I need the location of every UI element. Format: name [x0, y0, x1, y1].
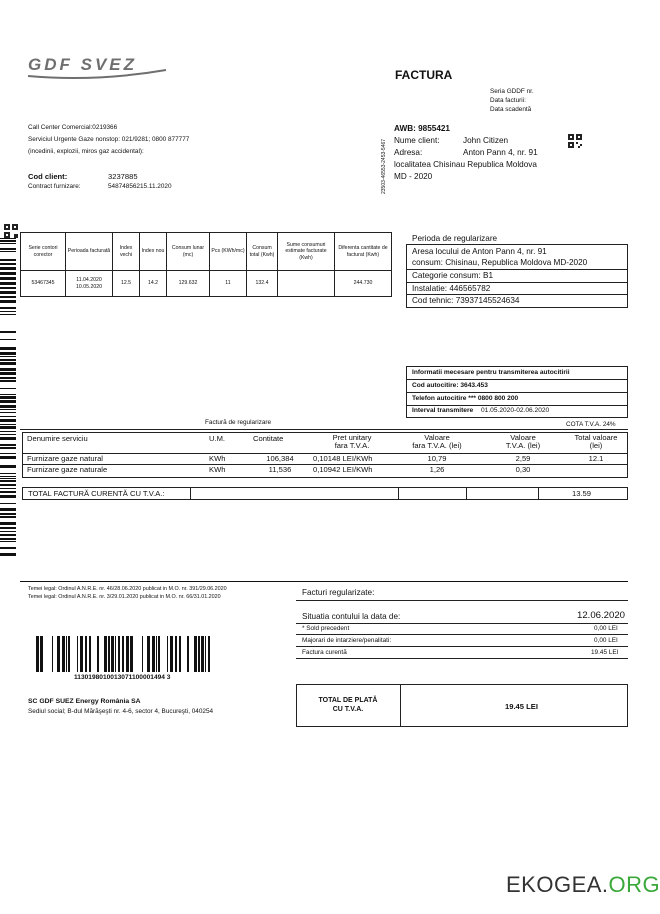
meter-header-cell: Index vechi — [113, 233, 140, 271]
meter-header-cell: Serie contori corector — [21, 233, 66, 271]
client-name-value: John Citizen — [463, 136, 509, 145]
sold-value: 0,00 LEI — [594, 625, 618, 632]
urgent-note: (incedinii, explozii, miros gaz accidental): — [28, 148, 144, 155]
penalty-value: 0,00 LEI — [594, 637, 618, 644]
regularization-category: Categorie consum: B1 — [412, 271, 494, 280]
invoice-cell: 1,26 — [429, 465, 445, 474]
autoreading-interval-value: 01.05.2020-02.06.2020 — [481, 407, 550, 414]
regularization-title: Perioda de regularizare — [412, 234, 498, 243]
address-line-3: MD - 2020 — [394, 172, 433, 181]
meter-header-cell: Sume consumuri estimate facturate (Kwh) — [278, 233, 335, 271]
awb-number: AWB: 9855421 — [394, 124, 450, 133]
address-line-2: localitatea Chisinau Republica Moldova — [394, 160, 537, 169]
client-code-value: 3237885 — [108, 172, 138, 181]
company-name: SC GDF SUEZ Energy România SA — [28, 698, 141, 705]
invoice-total-value: 13.59 — [572, 489, 592, 498]
invoice-cell: 10,79 — [427, 454, 447, 463]
invoice-cell: 0,30 — [515, 465, 531, 474]
due-label: Data scadentă — [490, 106, 532, 113]
watermark-part-1: EKOGEA. — [506, 872, 609, 897]
meter-cell: 14.2 — [140, 271, 167, 297]
invoice-cell — [566, 464, 626, 475]
watermark-part-2: ORG — [608, 872, 660, 897]
total-to-pay-label-2: CU T.V.A. — [332, 706, 364, 713]
invoice-title: FACTURA — [395, 68, 453, 82]
invoice-cell: Furnizare gaze natural — [27, 454, 103, 463]
call-center: Call Center Comercial:0219366 — [28, 124, 118, 131]
current-invoice-label: Factura curentă — [302, 649, 347, 656]
invoice-cell: 0,10942 LEI/KWh — [313, 465, 373, 474]
invoice-total-label: TOTAL FACTURĂ CURENTĂ CU T.V.A.: — [28, 489, 165, 498]
meter-cell — [278, 271, 335, 297]
invoice-cell: 11,536 — [268, 465, 292, 474]
side-code: 23503-46553-2453-5467 — [381, 138, 387, 194]
invoice-cell: 2,59 — [515, 454, 531, 463]
invoice-cell: 106,384 — [266, 454, 294, 463]
situation-date: 12.06.2020 — [577, 610, 626, 621]
invoice-cell: KWh — [209, 454, 226, 463]
autoreading-interval-label: Interval transmitere — [412, 407, 474, 414]
total-to-pay-value: 19.45 LEI — [505, 702, 538, 711]
invoice-header-cell: Pret unitary fara T.V.A. — [332, 433, 372, 450]
regularization-installation: Instalatie: 446565782 — [412, 284, 491, 293]
date-label: Data facturii: — [490, 97, 526, 104]
autoreading-code: Cod autocitire: 3643.453 — [412, 382, 488, 389]
vat-rate: COTA T.V.A. 24% — [566, 421, 616, 428]
payment-barcode — [36, 636, 212, 672]
logo-text: GDF SVEZ — [28, 55, 138, 74]
address-value: Anton Pann 4, nr. 91 — [463, 148, 538, 157]
meter-header-cell: Pcs (KWh/mc) — [210, 233, 247, 271]
current-invoice-value: 19.45 LEI — [591, 649, 619, 656]
regularization-consum: consum: Chisinau, Republica Moldova MD-2020 — [412, 258, 588, 267]
company-address: Sediul social; B-dul Mărăşeşti nr. 4-6, sector 4, Bucureşti, 040254 — [28, 708, 214, 715]
contract-value: 54874856215.11.2020 — [108, 183, 172, 190]
meter-cell: 244.730 — [335, 271, 392, 297]
meter-cell: 53467345 — [21, 271, 66, 297]
invoice-header-cell: Total valoare (lei) — [574, 433, 618, 450]
meter-header-cell: Index nou — [140, 233, 167, 271]
meter-header-cell: Diferenta cantitate de facturat (Kwh) — [335, 233, 392, 271]
meter-cell: 11.04.2020 10.05.2020 — [66, 271, 113, 297]
barcode-number: 1130198010013071100001494 3 — [74, 674, 171, 681]
invoice-header-cell: Contitate — [253, 434, 284, 443]
invoice-cell: 12.1 — [588, 454, 604, 463]
series-label: Seria GDDF nr. — [490, 88, 534, 95]
total-to-pay-label-1: TOTAL DE PLATĂ — [318, 697, 378, 704]
contract-label: Contract furnizare: — [28, 183, 81, 190]
autoreading-title: Informatii mecesare pentru transmiterea autocitirii — [412, 369, 570, 376]
meter-cell: 132.4 — [247, 271, 278, 297]
urgent-service: Serviciul Urgente Gaze nonstop: 021/9281; 0800 877777 — [28, 136, 190, 143]
sold-label: * Sold precedent — [302, 625, 350, 632]
company-logo — [26, 52, 168, 84]
invoice-table — [24, 434, 626, 475]
qr-code-icon — [568, 134, 582, 148]
invoice-section-title: Factură de regularizare — [205, 419, 272, 426]
meter-table — [20, 232, 392, 297]
penalty-label: Majorari de intarziere/penalitati: — [302, 637, 392, 644]
watermark — [506, 872, 660, 898]
regularization-tech-code: Cod tehnic: 73937145524634 — [412, 296, 520, 305]
autoreading-phone: Telefon autocitire *** 0800 800 200 — [412, 395, 519, 402]
invoice-header-cell: Valoare T.V.A. (lei) — [505, 433, 541, 450]
qr-code-left-icon — [4, 224, 18, 238]
invoice-header-cell: U.M. — [209, 434, 226, 443]
summary-title: Facturi regularizate: — [302, 588, 375, 597]
invoice-cell: KWh — [209, 465, 226, 474]
client-name-label: Nume client: — [394, 136, 440, 145]
side-barcode — [0, 238, 16, 558]
situation-label: Situatia contului la data de: — [302, 612, 401, 621]
meter-header-cell: Consum total (Kwh) — [247, 233, 278, 271]
meter-cell: 11 — [210, 271, 247, 297]
meter-header-cell: Perioada facturată — [66, 233, 113, 271]
invoice-header-cell: Valoare fara T.V.A. (lei) — [412, 433, 462, 450]
invoice-cell: Furnizare gaze naturale — [27, 465, 108, 474]
legal-line-1: Temei legal: Ordinul A.N.R.E. nr. 46/28.06.2020 publicat in M.O. nr. 391/29.06.2020 — [28, 586, 227, 592]
invoice-header-cell: Denumire serviciu — [27, 434, 88, 443]
address-label: Adresa: — [394, 148, 423, 157]
meter-cell: 129.632 — [167, 271, 210, 297]
meter-cell: 12.5 — [113, 271, 140, 297]
legal-line-2: Temei legal: Ordinul A.N.R.E. nr. 3/29.01.2020 publicat in M.O. nr. 66/31.01.2020 — [28, 594, 221, 600]
invoice-cell: 0,10148 LEI/KWh — [313, 454, 373, 463]
regularization-place: Aresa locului de Anton Pann 4, nr. 91 — [412, 247, 547, 256]
meter-header-cell: Consum lunar (mc) — [167, 233, 210, 271]
client-code-label: Cod client: — [28, 172, 68, 181]
